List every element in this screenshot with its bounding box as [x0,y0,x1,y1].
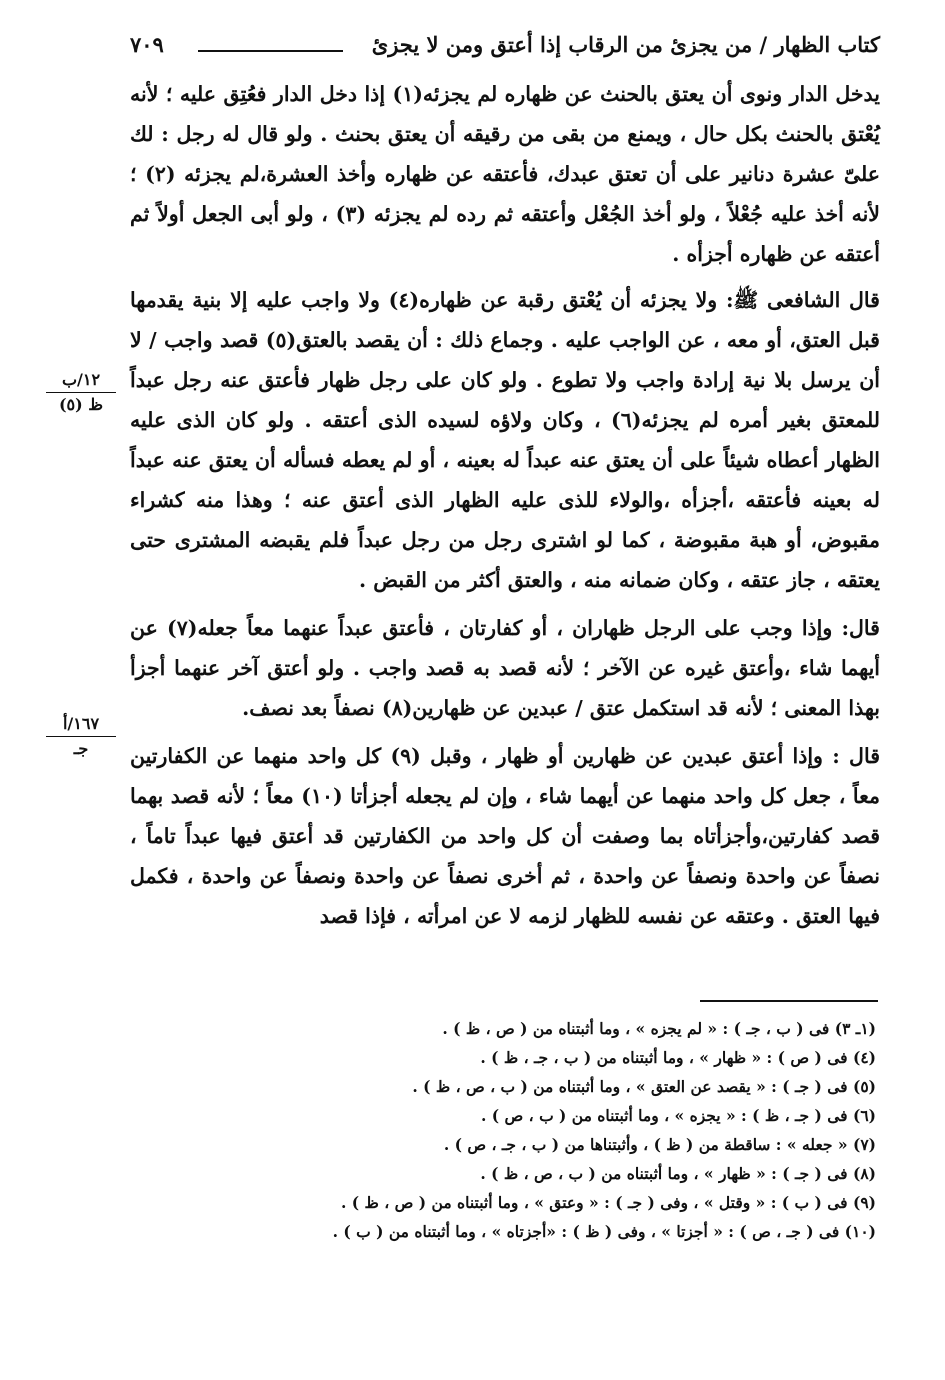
footnote: (٤) فى ( ص ) : « ظهار » ، وما أثبتناه من ( ب ، جـ ، ظ ) . [480,1048,876,1067]
footnote-divider [700,1000,878,1002]
footnote: (٨) فى ( جـ ) : « ظهار » ، وما أثبتناه من ( ب ، ص ، ظ ) . [480,1164,876,1183]
paragraph-3 [130,608,880,728]
footnote: (١ـ ٣) فى ( ب ، جـ ) : « لم يجزه » ، وما أثبتناه من ( ص ، ظ ) . [442,1019,876,1038]
paragraph-text: ولا يجزئه أن يُعْتق رقبة عن ظهاره(٤) ولا واجب عليه إلا بنية يقدمها قبل العتق، أو معه ، عن الواجب عليه . وجماع ذلك : أن يقصد بالعتق(٥) قصد واجب / لا أن يرسل بلا نية إرادة واجب ولا تطوع . ولو كان على رجل ظهار فأعتق عنه رجل عبداً للمعتق بغير أمره لم يجزئه(٦) ، وكان ولاؤه لسيده الذى أعتقه . ولو كان الذى عليه الظهار أعطاه شيئاً على أن يعتق عنه عبداً له بعينه ، أو لم يعطه فسأله أن يعتق عنه عبداً له بعينه فأعتقه ،أجزأه ،والولاء للذى عليه الظهار الذى أعتق عنه ؛ وهذا منه كشراء مقبوض، أو هبة مقبوضة ، كما لو اشترى رجل من رجل عبداً فلم يقبضه المشترى حتى يعتقه ، جاز عتقه ، وكان ضمانه منه ، والعتق أكثر من القبض . [130,288,880,592]
margin-ref-manuscript: جـ [73,739,89,758]
paragraph-text: يدخل الدار ونوى أن يعتق بالحنث عن ظهاره لم يجزئه(١) إذا دخل الدار فعُتِق عليه ؛ لأنه يُعْتق بالحنث بكل حال ، ويمنع من بقى من رقيقه أن يعتق بحنث . ولو قال له رجل : لك علىّ عشرة دنانير على أن تعتق عبدك، فأعتقه عن ظهاره وأخذ العشرة،لم يجزئه (٢) ؛ لأنه أخذ عليه جُعْلاً ، ولو أخذ الجُعْل وأعتقه ثم رده لم يجزئه (٣) ، ولو أبى الجعل أولاً ثم أعتقه عن ظهاره أجزأه . [130,82,880,266]
footnote: (٦) فى ( جـ ، ظ ) : « يجزه » ، وما أثبتناه من ( ب ، ص ) . [481,1106,876,1125]
page-number: ٧٠٩ [130,32,164,57]
footnote: (١٠) فى ( جـ ، ص ) : « أجزتا » ، وفى ( ظ ) : «أجزتاه » ، وما أثبتناه من ( ب ) . [332,1222,876,1241]
margin-manuscript-ref [46,714,116,759]
main-text [130,74,880,944]
paragraph-4 [130,736,880,936]
paragraph-2 [130,280,880,600]
footnotes [250,1014,876,1246]
footnote: (٥) فى ( جـ ) : « يقصد عن العتق » ، وما أثبتناه من ( ب ، ص ، ظ ) . [412,1077,876,1096]
paragraph-text: وإذا وجب على الرجل ظهاران ، أو كفارتان ، فأعتق عبداً عنهما معاً جعله(٧) عن أيهما شاء ،وأعتق غيره عن الآخر ؛ لأنه قصد به قصد واجب . ولو أعتق آخر عنهما أجزأ بهذا المعنى ؛ لأنه قد استكمل عتق / عبدين عن ظهارين(٨) نصفاً بعد نصف. [130,616,880,720]
footnote: (٩) فى ( ب ) : « وقتل » ، وفى ( جـ ) : « وعتق » ، وما أثبتناه من ( ص ، ظ ) . [341,1193,876,1212]
paragraph-lead: قال : [832,744,880,768]
header-rule [198,50,343,52]
paragraph-text: وإذا أعتق عبدين عن ظهارين أو ظهار ، وقبل (٩) كل واحد منهما عن الكفارتين معاً ، جعل كل واحد منهما عن أيهما شاء ، وإن لم يجعله أجزأتا (١٠) معاً ؛ لأنه قصد بهما قصد كفارتين،وأجزأتاه بما وصفت أن كل واحد من الكفارتين قد أعتق فيها عبداً تاماً ، نصفاً عن واحدة ونصفاً عن واحدة ، ثم أخرى نصفاً عن واحدة ونصفاً عن واحدة ، فكمل فيها العتق . وعتقه عن نفسه للظهار لزمه لا عن امرأته ، فإذا قصد [130,744,881,928]
paragraph-1 [130,74,880,274]
margin-ref-folio: ١٦٧/أ [46,714,116,737]
running-header [130,28,880,68]
paragraph-lead: قال: [841,616,880,640]
header-title: كتاب الظهار / من يجزئ من الرقاب إذا أعتق ومن لا يجزئ [371,32,880,57]
footnote: (٧) « جعله » : ساقطة من ( ظ ) ، وأثبتناها من ( ب ، جـ ، ص ) . [443,1135,876,1154]
margin-ref-manuscript: ظ (٥) [58,395,104,414]
paragraph-lead: قال الشافعى ﷺ: [725,288,880,312]
margin-manuscript-ref [46,370,116,415]
margin-ref-folio: ١٢/ب [46,370,116,393]
